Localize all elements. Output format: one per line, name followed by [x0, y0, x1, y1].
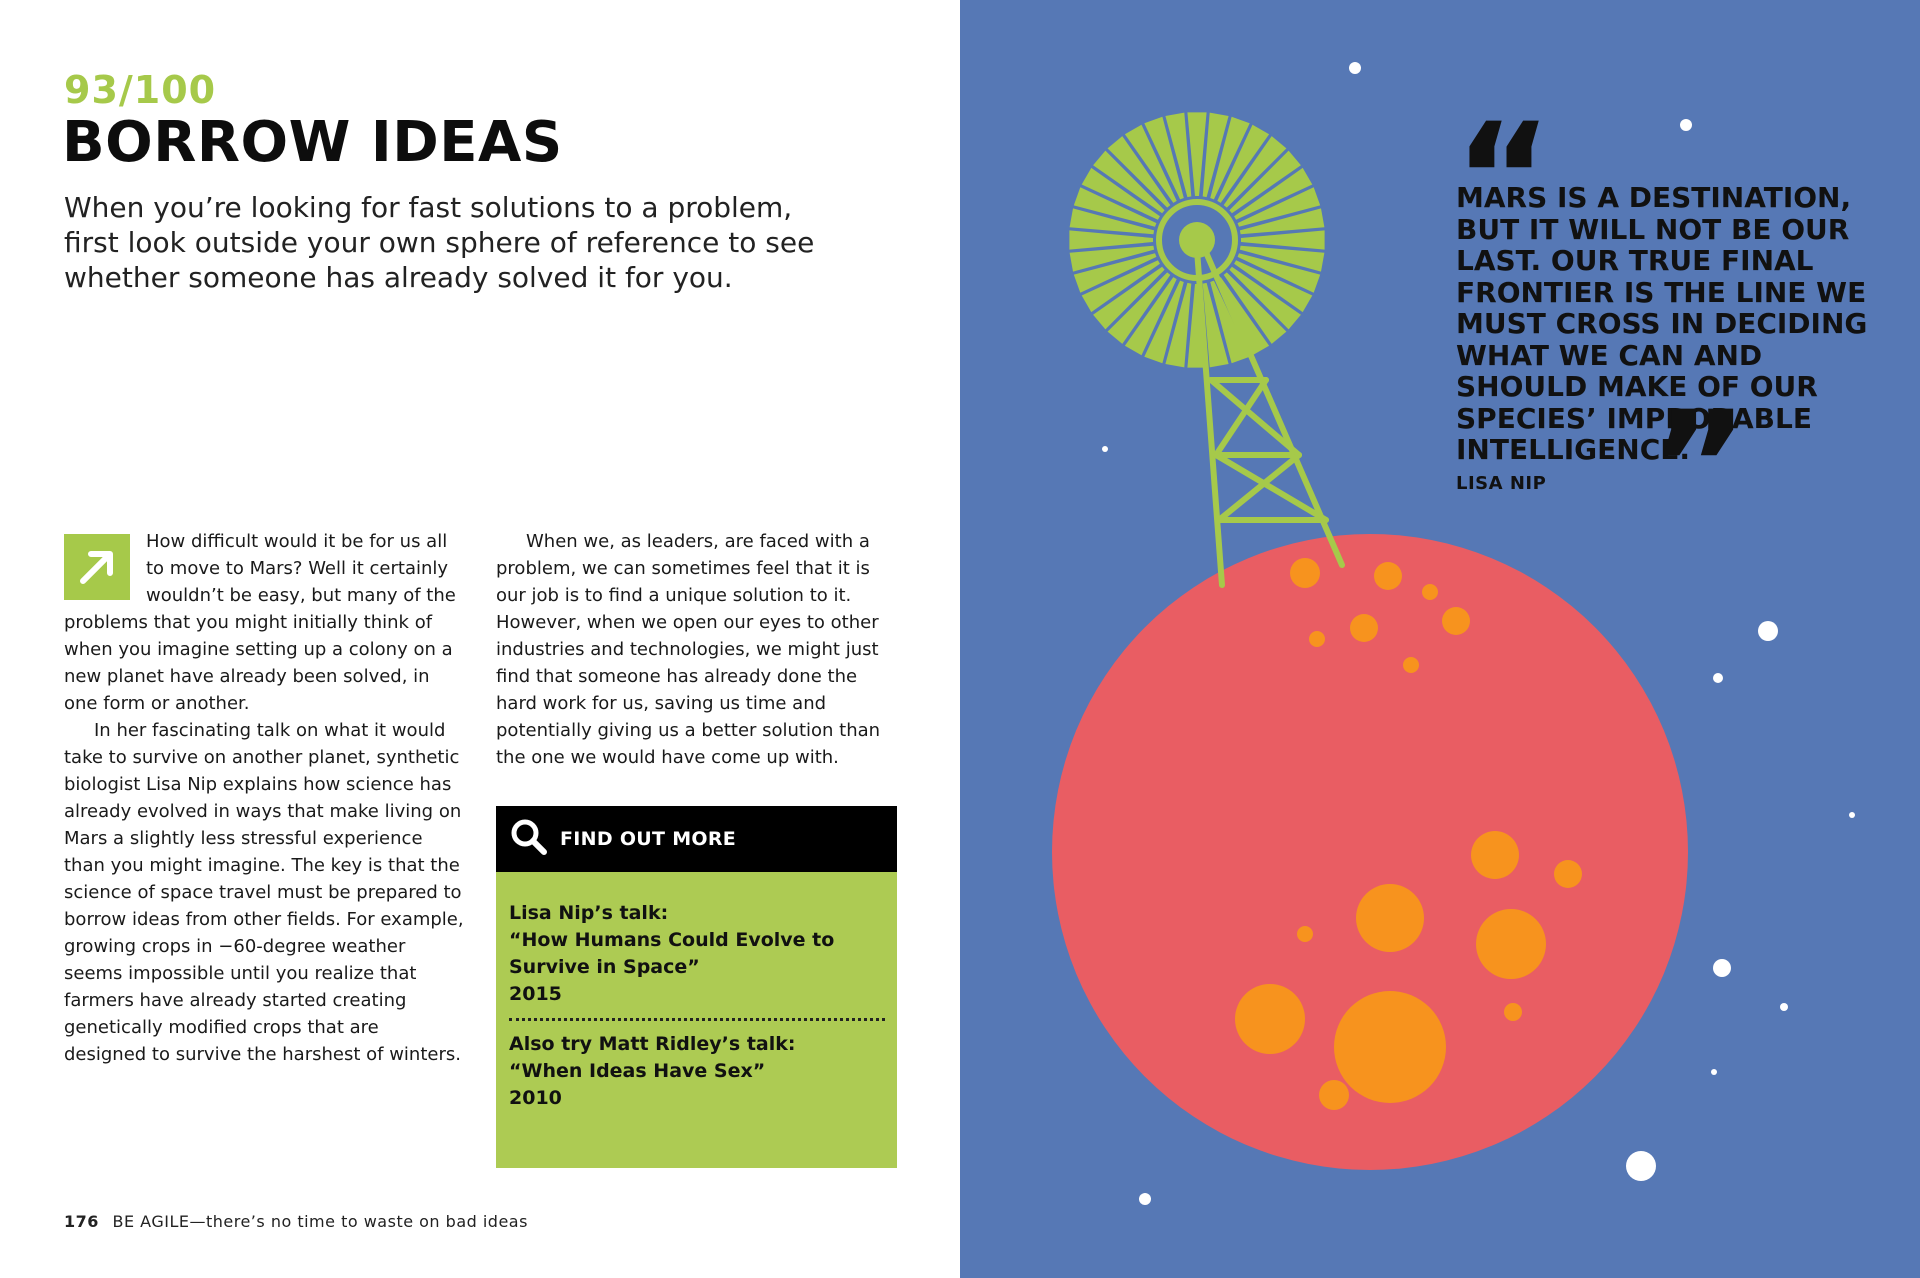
paragraph: In her fascinating talk on what it would take to survive on another planet, synthetic biologist Lisa Nip explains how science has already evolved in ways that make living on Mars a slightly less stressful experience than you might imagine. The key is that the science of space travel must be prepared to borrow ideas from other fields. For example, growing crops in −60-degree weather seems impossible until you realize that farmers have already started creating genetically modified crops that are designed to survive the harshest of winters. [64, 720, 464, 1065]
search-icon [510, 818, 548, 860]
find-out-more-label: FIND OUT MORE [560, 828, 737, 850]
find-out-more-body [496, 872, 897, 1112]
page-footer [64, 1212, 528, 1231]
arrow-up-right-icon [64, 534, 130, 600]
find-out-more-box [496, 806, 897, 1168]
windmill-blade [1069, 230, 1153, 249]
chapter-number: 93/100 [64, 68, 217, 112]
dotted-divider [509, 1018, 885, 1021]
reference-title: “How Humans Could Evolve to Survive in Space” [509, 929, 835, 978]
right-page-illustration [960, 0, 1920, 1278]
body-column-2 [496, 528, 896, 771]
reference-year: 2010 [509, 1087, 562, 1109]
quote-open-mark: “ [1454, 92, 1553, 266]
find-out-more-header [496, 806, 897, 872]
body-column-1 [64, 528, 464, 1068]
quote-close-mark: ” [1650, 380, 1749, 554]
windmill-blade [1241, 230, 1325, 249]
page-title: BORROW IDEAS [62, 110, 563, 175]
running-footer: BE AGILE—there’s no time to waste on bad ideas [112, 1212, 528, 1231]
quote-author: LISA NIP [1456, 473, 1547, 494]
reference-intro: Lisa Nip’s talk: [509, 902, 669, 924]
subtitle: When you’re looking for fast solutions to a problem, first look outside your own sphere of reference to see whether someone has already solved it for you. [64, 191, 815, 294]
windmill-blade [1187, 112, 1206, 196]
page-number: 176 [64, 1212, 99, 1231]
windmill-hub [1179, 222, 1215, 258]
paragraph: When we, as leaders, are faced with a problem, we can sometimes feel that it is our job is to find a unique solution to it. However, when we open our eyes to other industries and technologies, we might just find that someone has already done the hard work for us, saving us time and potentially giving us a better solution than the one we would have come up with. [496, 531, 881, 768]
reference-intro: Also try Matt Ridley’s talk: [509, 1033, 796, 1055]
pull-quote: MARS IS A DESTINATION, BUT IT WILL NOT BE OUR LAST. OUR TRUE FINAL FRONTIER IS THE LINE WE MUST CROSS IN DECIDING WHAT WE CAN AND SHOULD MAKE OF OUR SPECIES’ IMPROBABLE INTELLIGENCE. [1456, 181, 1868, 466]
reference-title: “When Ideas Have Sex” [509, 1060, 766, 1082]
reference-year: 2015 [509, 983, 562, 1005]
paragraph: How difficult would it be for us all to move to Mars? Well it certainly wouldn’t be easy, but many of the problems that you might initially think of when you imagine setting up a colony on a new planet have already been solved, in one form or another. [64, 531, 456, 714]
